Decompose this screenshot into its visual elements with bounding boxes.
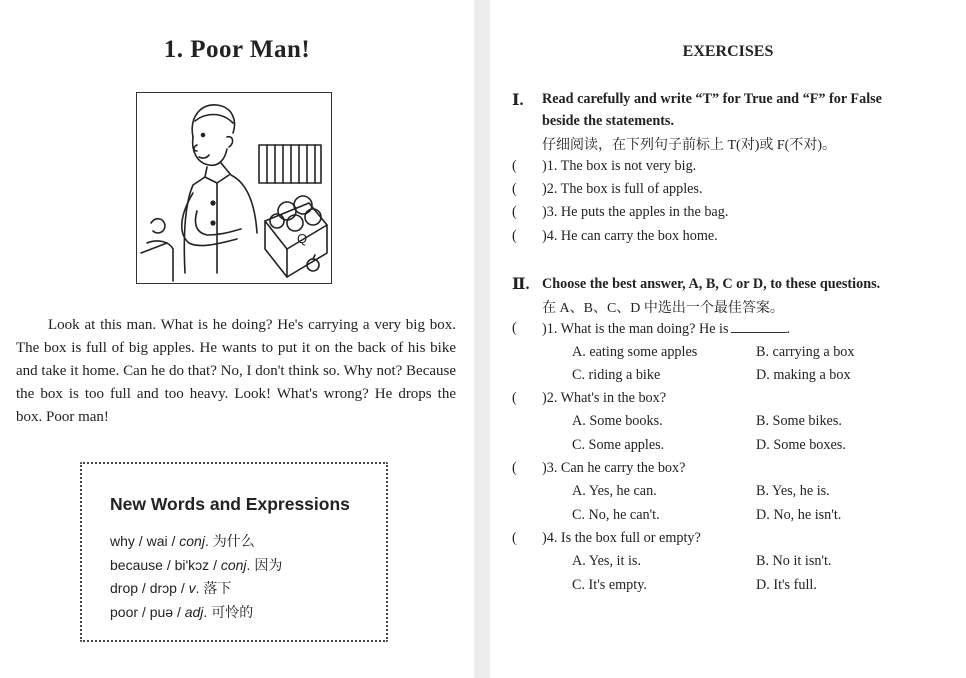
tf-statement-1: )1. The box is not very big. <box>542 158 697 174</box>
vocab-item: poor / puə / adj. 可怜的 <box>110 603 254 620</box>
q4-option-b: B. No it isn't. <box>756 553 832 569</box>
q2-option-b: B. Some bikes. <box>756 413 842 429</box>
vocab-meaning: 为什么 <box>212 533 255 549</box>
tf-statement-4: )4. He can carry the box home. <box>542 228 718 244</box>
vocab-box <box>80 462 388 642</box>
question-1-text: )1. What is the man doing? He is <box>542 321 729 337</box>
q3-option-a: A. Yes, he can. <box>572 483 657 499</box>
story-paragraph: Look at this man. What is he doing? He's carrying a very big box. The box is full of big apples. He wants to put it on the back of his bike and take it home. Can he do that? No, I don't think so. Why not? Because the box is too full and too heavy. Look! What's wrong? He drops the box. Poor man! <box>16 317 456 425</box>
vocab-word: drop <box>110 580 139 596</box>
answer-paren: ( <box>512 320 517 336</box>
right-page <box>490 0 966 678</box>
vocab-phonetic: puə <box>149 603 174 620</box>
q2-option-d: D. Some boxes. <box>756 437 846 453</box>
vocab-word: because <box>110 556 163 573</box>
answer-paren: ( <box>512 390 517 406</box>
q1-option-a: A. eating some apples <box>572 344 698 360</box>
q1-option-c: C. riding a bike <box>572 367 661 383</box>
vocab-item: because / bi'kɔz / conj. 因为 <box>110 556 283 573</box>
vocab-meaning: 落下 <box>203 580 232 596</box>
vocab-meaning: 可怜的 <box>211 603 254 620</box>
story-text <box>16 314 456 429</box>
vocab-item: why / wai / conj. 为什么 <box>110 533 255 549</box>
section-2-chinese-instruction: 在 A、B、C、D 中选出一个最佳答案。 <box>542 301 784 316</box>
q3-option-d: D. No, he isn't. <box>756 507 842 523</box>
tf-statement-3: )3. He puts the apples in the bag. <box>542 204 729 220</box>
vocab-phonetic: bi'kɔz <box>174 556 210 573</box>
answer-paren: ( <box>512 460 517 476</box>
section-1-instruction-line2: beside the statements. <box>542 113 675 129</box>
question-1 <box>542 320 790 338</box>
vocab-phonetic: drɔp <box>149 580 177 596</box>
section-1-chinese-instruction: 仔细阅读，在下列句子前标上 T(对)或 F(不对)。 <box>542 138 836 153</box>
q2-option-c: C. Some apples. <box>572 437 665 453</box>
section-1-number: Ⅰ. <box>512 92 524 109</box>
vocab-pos: v <box>188 580 196 596</box>
q1-option-b: B. carrying a box <box>756 344 855 360</box>
vocab-item: drop / drɔp / v. 落下 <box>110 580 232 596</box>
vocab-pos: conj <box>179 533 205 549</box>
man-carrying-box-drawing <box>137 93 331 283</box>
q1-option-d: D. making a box <box>756 367 851 383</box>
question-3: )3. Can he carry the box? <box>542 460 686 476</box>
answer-blank <box>731 320 787 333</box>
lesson-title: 1. Poor Man! <box>163 36 311 63</box>
svg-text:Q: Q <box>297 231 308 246</box>
answer-paren: ( <box>512 228 517 244</box>
q2-option-a: A. Some books. <box>572 413 663 429</box>
answer-paren: ( <box>512 158 517 174</box>
question-4: )4. Is the box full or empty? <box>542 530 701 546</box>
section-1-instruction-line1: Read carefully and write “T” for True and “F” for False <box>542 91 882 107</box>
vocab-phonetic: wai <box>146 533 168 549</box>
section-2-instruction: Choose the best answer, A, B, C or D, to these questions. <box>542 276 881 292</box>
vocab-pos: conj <box>220 556 247 573</box>
q4-option-d: D. It's full. <box>756 577 817 593</box>
vocab-word: why <box>110 533 135 549</box>
question-1-end: . <box>786 321 791 337</box>
q3-option-c: C. No, he can't. <box>572 507 660 523</box>
vocab-meaning: 因为 <box>254 556 283 573</box>
vocab-list <box>110 530 282 624</box>
question-2: )2. What's in the box? <box>542 390 667 406</box>
answer-paren: ( <box>512 204 517 220</box>
illustration-man-with-apple-box <box>136 92 332 284</box>
vocab-title: New Words and Expressions <box>110 494 350 514</box>
q3-option-b: B. Yes, he is. <box>756 483 830 499</box>
answer-paren: ( <box>512 181 517 197</box>
tf-statement-2: )2. The box is full of apples. <box>542 181 703 197</box>
vocab-pos: adj <box>184 603 204 620</box>
vocab-word: poor <box>110 603 139 620</box>
section-2-number: Ⅱ. <box>512 276 530 293</box>
left-page <box>0 0 474 678</box>
q4-option-a: A. Yes, it is. <box>572 553 641 569</box>
exercises-title: EXERCISES <box>682 43 774 60</box>
q4-option-c: C. It's empty. <box>572 577 647 593</box>
answer-paren: ( <box>512 530 517 546</box>
